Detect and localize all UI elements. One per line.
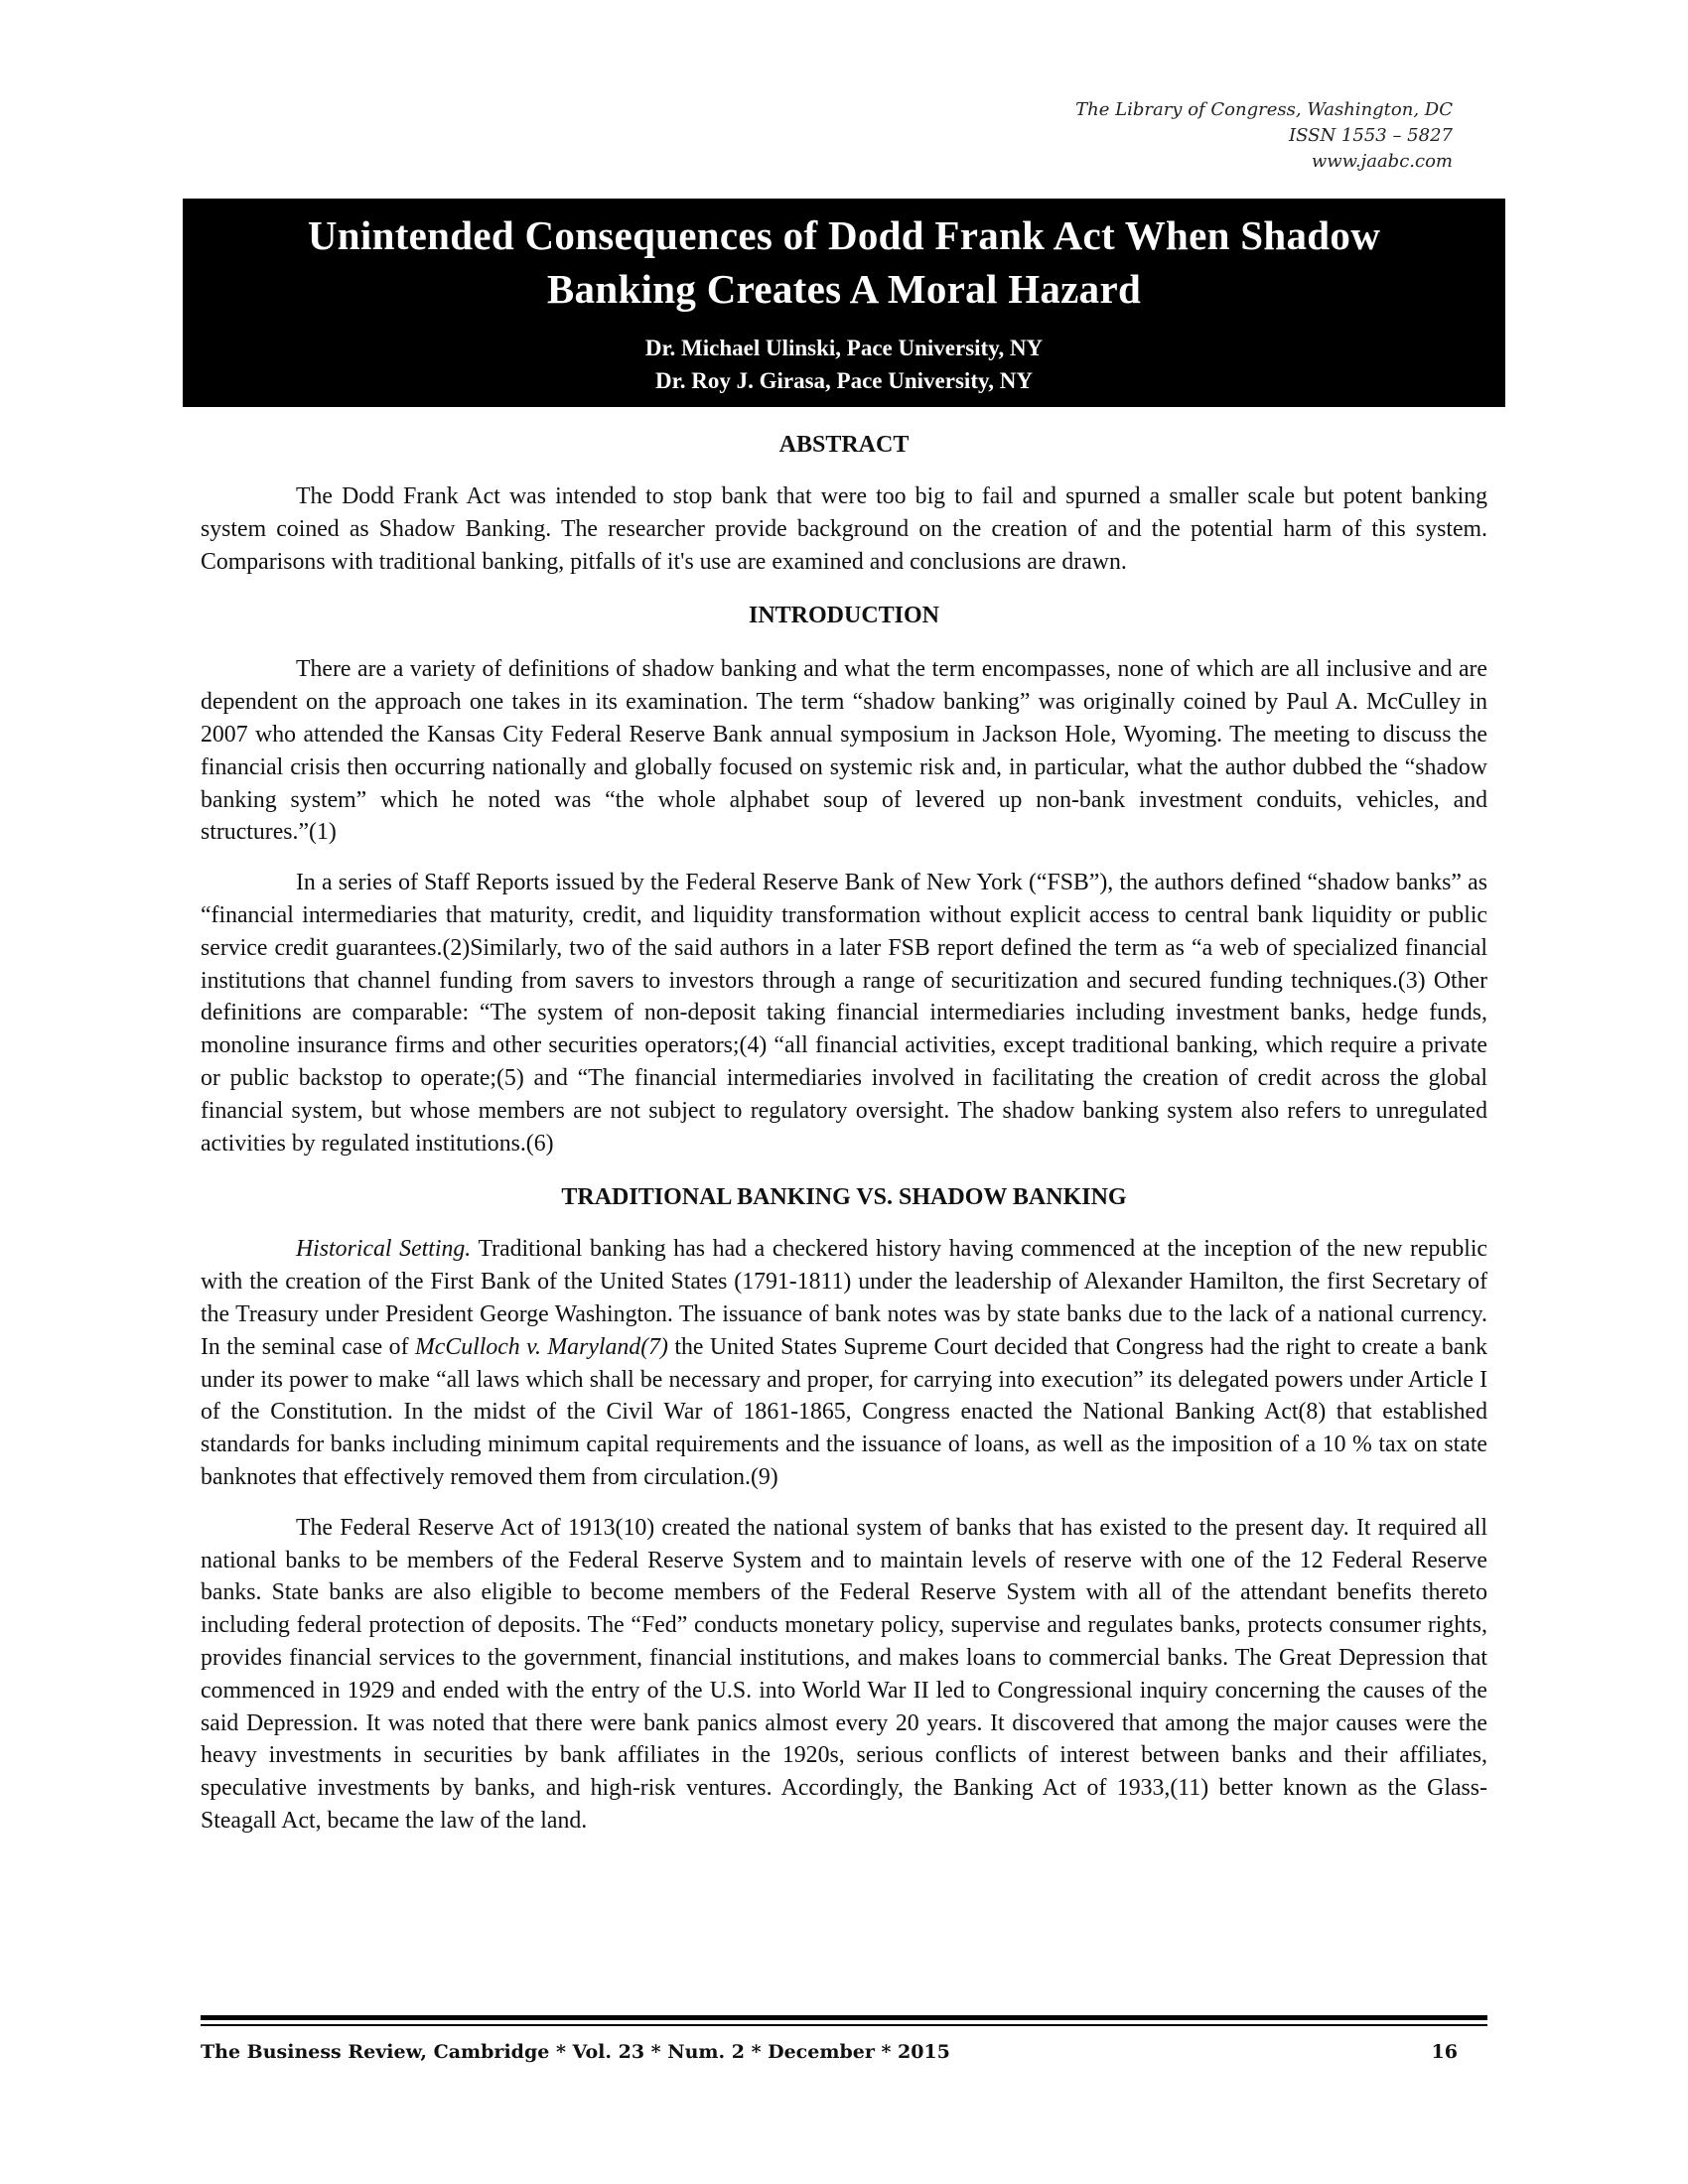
footer-rule-thick	[201, 2015, 1487, 2020]
abstract-text: The Dodd Frank Act was intended to stop bank that were too big to fail and spurned a smaller scale but potent banking system coined as Shadow Banking. The researcher provide background on the creation of and the potential harm of this system. Comparisons with traditional banking, pitfalls of it's use are examined and conclusions are drawn.	[201, 483, 1487, 575]
historical-text-b: the United States Supreme Court decided that Congress had the right to create a bank under its power to make “all laws which shall be necessary and proper, for carrying into execution” its delegated powers under Article I of the Constitution. In the midst of the Civil War of 1861-1865, Congress enacted the National Banking Act(8) that established standards for banks including minimum capital requirements and the issuance of loans, as well as the imposition of a 10 % tax on state banknotes that effectively removed them from circulation.(9)	[201, 1333, 1487, 1490]
traditional-banking-heading: TRADITIONAL BANKING VS. SHADOW BANKING	[561, 1184, 1127, 1211]
publication-info	[1075, 97, 1453, 175]
article-body	[201, 429, 1487, 1838]
historical-setting-lead: Historical Setting.	[296, 1236, 472, 1263]
author-2: Dr. Roy J. Girasa, Pace University, NY	[655, 368, 1033, 393]
journal-citation: The Business Review, Cambridge * Vol. 23 * Num. 2 * December * 2015	[201, 2041, 950, 2063]
introduction-paragraph-1: There are a variety of definitions of shadow banking and what the term encompasses, none of which are all inclusive and are dependent on the approach one takes in its examination. The term “shadow banking” was originally coined by Paul A. McCulley in 2007 who attended the Kansas City Federal Reserve Bank annual symposium in Jackson Hole, Wyoming. The meeting to discuss the financial crisis then occurring nationally and globally focused on systemic risk and, in particular, what the author dubbed the “shadow banking system” which he noted was “the whole alphabet soup of levered up non-bank investment conduits, vehicles, and structures.”(1)	[201, 656, 1487, 846]
author-1: Dr. Michael Ulinski, Pace University, NY	[644, 336, 1044, 360]
abstract-heading: ABSTRACT	[778, 432, 910, 458]
library-line: The Library of Congress, Washington, DC	[1075, 99, 1453, 120]
paper-title: Unintended Consequences of Dodd Frank Act When Shadow Banking Creates A Moral Hazard	[307, 212, 1381, 312]
introduction-paragraph-2: In a series of Staff Reports issued by the Federal Reserve Bank of New York (“FSB”), the authors defined “shadow banks” as “financial intermediaries that maturity, credit, and liquidity transformation without explicit access to central bank liquidity or public service credit guarantees.(2)Similarly, two of the said authors in a later FSB report defined the term as “a web of specialized financial institutions that channel funding from savers to investors through a range of securitization and secured funding techniques.(3) Other definitions are comparable: “The system of non-deposit taking financial intermediaries including investment banks, hedge funds, monoline insurance firms and other securities operators;(4) “all financial activities, except traditional banking, which require a private or public backstop to operate;(5) and “The financial intermediaries involved in facilitating the creation of credit across the global financial system, but whose members are not subject to regulatory oversight. The shadow banking system also refers to unregulated activities by regulated institutions.(6)	[201, 870, 1487, 1157]
page-number: 16	[1431, 2041, 1458, 2063]
historical-text-a: Traditional banking has had a checkered history having commenced at the inception of the new republic with the creation of the First Bank of the United States (1791-1811) under the leadership of Alexander Hamilton, the first Secretary of the Treasury under President George Washington. The issuance of bank notes was by state banks due to the lack of a national currency. In the seminal case of	[201, 1236, 1487, 1360]
footer-rule-thin	[201, 2024, 1487, 2026]
issn-line: ISSN 1553 – 5827	[1289, 125, 1453, 146]
page-footer	[201, 2039, 1487, 2065]
website-line: www.jaabc.com	[1311, 151, 1453, 172]
case-citation: McCulloch v. Maryland(7)	[414, 1333, 668, 1360]
author-list	[183, 332, 1505, 397]
federal-reserve-paragraph: The Federal Reserve Act of 1913(10) created the national system of banks that has existed to the present day. It required all national banks to be members of the Federal Reserve System and to maintain levels of reserve with one of the 12 Federal Reserve banks. State banks are also eligible to become members of the Federal Reserve System with all of the attendant benefits thereto including federal protection of deposits. The “Fed” conducts monetary policy, supervise and regulates banks, protects consumer rights, provides financial services to the government, financial institutions, and makes loans to commercial banks. The Great Depression that commenced in 1929 and ended with the entry of the U.S. into World War II led to Congressional inquiry concerning the causes of the said Depression. It was noted that there were bank panics almost every 20 years. It discovered that among the major causes were the heavy investments in securities by bank affiliates in the 1920s, serious conflicts of interest between banks and their affiliates, speculative investments by banks, and high-risk ventures. Accordingly, the Banking Act of 1933,(11) better known as the Glass-Steagall Act, became the law of the land.	[201, 1514, 1487, 1834]
introduction-heading: INTRODUCTION	[748, 603, 940, 629]
title-banner	[183, 199, 1505, 407]
historical-setting-paragraph	[201, 1233, 1487, 1493]
